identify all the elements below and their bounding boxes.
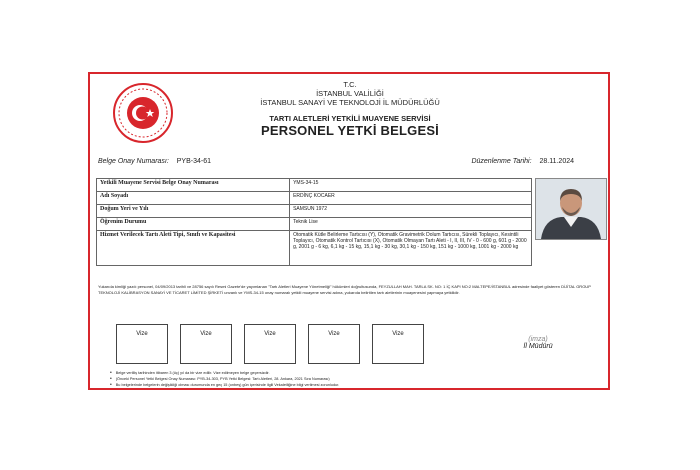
approval-number-value: PYB-34-61 — [176, 158, 212, 165]
list-item: • Belge verilliş tarihinden itibaren 3 (üç) yıl da bir vize edilir. Vize edilmeyen belge geçersizdir. — [110, 370, 590, 376]
header-line3: İSTANBUL SANAYİ VE TEKNOLOJİ İL MÜDÜRLÜĞÜ — [260, 98, 440, 107]
visa-box: Vize — [180, 324, 232, 364]
row-value: YMS-34-15 — [290, 179, 532, 192]
table-row — [97, 192, 532, 205]
signature-title: İl Müdürü — [523, 343, 553, 350]
visa-box: Vize — [116, 324, 168, 364]
table-row — [97, 231, 532, 266]
row-value: ERDİNÇ KOCAER — [290, 192, 532, 205]
visa-box: Vize — [244, 324, 296, 364]
list-item: • (Önceki Personel Yetki Belgesi Onay Numarası: PYB-34-303, PYB Yetki Belgesi: Tartı Aletleri, 28. Ankara, 2021 Sıra Numarası) — [110, 376, 590, 382]
notes-list — [110, 370, 590, 388]
certificate-card — [88, 72, 610, 390]
visa-box: Vize — [372, 324, 424, 364]
row-label: Hizmet Verilecek Tartı Aleti Tipi, Sınıfı ve Kapasitesi — [97, 231, 290, 266]
approval-number-label: Belge Onay Numarası: — [98, 158, 169, 165]
visa-box: Vize — [308, 324, 360, 364]
header-line2: İSTANBUL VALİLİĞİ — [316, 89, 384, 98]
document-title: PERSONEL YETKİ BELGESİ — [260, 123, 439, 138]
row-label: Yetkili Muayene Servisi Belge Onay Numarası — [97, 179, 290, 192]
ministry-logo-icon — [112, 82, 174, 144]
issue-date-label: Düzenlenme Tarihi: — [471, 158, 532, 165]
issue-date — [471, 158, 574, 165]
row-value: SAMSUN 1972 — [290, 205, 532, 218]
person-photo-icon — [536, 179, 606, 239]
row-label: Doğum Yeri ve Yılı — [97, 205, 290, 218]
header-line1: T.C. — [343, 80, 357, 89]
table-row — [97, 218, 532, 231]
signature-placeholder: (imza) — [528, 336, 548, 343]
table-row — [97, 179, 532, 192]
row-value: Teknik Lise — [290, 218, 532, 231]
table-row — [97, 205, 532, 218]
issue-date-value: 28.11.2024 — [539, 158, 574, 165]
header-line4: TARTI ALETLERİ YETKİLİ MUAYENE SERVİSİ — [269, 114, 431, 123]
approval-number — [98, 158, 211, 165]
row-label: Öğrenim Durumu — [97, 218, 290, 231]
row-label: Adı Soyadı — [97, 192, 290, 205]
signature-block — [508, 336, 568, 350]
info-table — [96, 178, 532, 266]
personnel-photo — [535, 178, 607, 240]
header-block — [190, 80, 510, 138]
authorization-paragraph: Yukarıda kimliği yazılı personel, 04/09/2013 tarihli ve 28756 sayılı Resmi Gazete'de yayımlanan "Tartı Aletleri Muayene Yönetmeliği" hükümleri doğrultusunda, FEYZULLAH MAH. TARLA SK. NO: 1 İÇ KAPI NO:2 MALTEPE/İSTANBUL adresinde faaliyet gösteren DİJİTAL GROUP TEKNOLOJİ KALİBRASYON SANAYİ VE TİCARET LİMİTED ŞİRKETİ unvanlı ve YMS-34-15 onay numaralı yetkili muayene servisi adına, yukarıda belirtilen tartı aletlerinin muayenesini yapmaya yetkilidir. — [98, 284, 591, 295]
list-item: • Bu belgelerinde belgelerin değişikliği olması durumunda en geç 15 (onbeş) gün içerisinde ilgili Vekaletliğine bilgi verilmesi zorunludur. — [110, 382, 590, 388]
row-value: Otomatik Kütle Belirleme Tartıcısı (Y), Otomatik Gravimetrik Dolum Tartıcısı, Sürekli Toplayıcı, Kesintili Toplayıcı, Otomatik Kontrol Tartıcısı (X), Otomatik Olmayan Tartı Aleti - I, II, III, IV - 0 - 600 g, 601 g - 2000 g, 2001 g - 6 kg, 6,1 kg - 15 kg, 15,1 kg - 30 kg, 30,1 kg - 150 kg, 151 kg - 1000 kg, 1001 kg - 2000 kg — [290, 231, 532, 266]
